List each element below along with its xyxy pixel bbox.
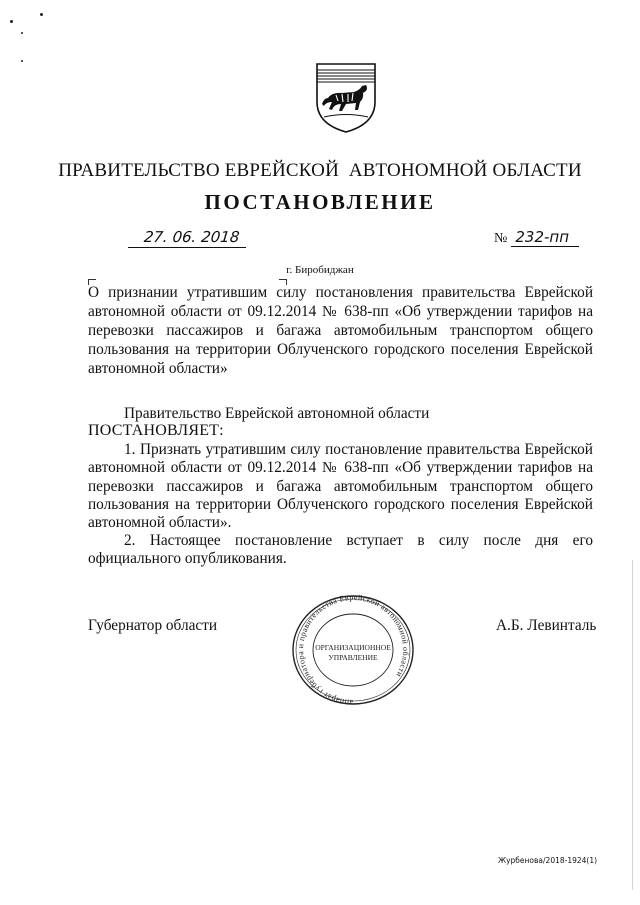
date-underline	[128, 247, 246, 248]
stamp-center-line-1: ОРГАНИЗАЦИОННОЕ	[315, 643, 391, 652]
scan-speck	[10, 20, 13, 23]
number-value: 232-пп	[511, 228, 579, 247]
government-title: ПРАВИТЕЛЬСТВО ЕВРЕЙСКОЙ АВТОНОМНОЙ ОБЛАСТИ	[58, 160, 582, 181]
official-stamp	[286, 592, 420, 712]
subject-text: О признании утратившим силу постановления правительства Еврейской автономной области от 09.12.2014 № 638-пп «Об утверждении тарифов на перевозки пассажиров и багажа автомобильным транспортом общего пользования на территории Облученского городского поселения Еврейской автономной области»	[88, 284, 593, 377]
tiger-emblem-icon	[314, 62, 378, 134]
scan-edge-line	[632, 560, 633, 890]
date-value: 27. 06. 2018	[143, 228, 241, 246]
number-prefix: №	[494, 231, 508, 246]
decree-word: ПОСТАНОВЛЯЕТ:	[88, 422, 224, 439]
scan-speck	[40, 13, 43, 16]
scan-speck	[21, 60, 23, 62]
document-type-heading: ПОСТАНОВЛЕНИЕ	[204, 190, 436, 214]
stamp-ring-text: аппарат губернатора и правительства Еврейской автономной области	[296, 592, 411, 708]
stamp-center-line-2: УПРАВЛЕНИЕ	[328, 653, 378, 662]
signatory-name: А.Б. Левинталь	[496, 617, 597, 634]
scan-speck	[21, 32, 23, 34]
signatory-role: Губернатор области	[88, 617, 218, 634]
round-stamp-icon	[286, 592, 420, 712]
document-date	[128, 228, 246, 248]
footer-code: Журбенова/2018-1924(1)	[498, 856, 598, 865]
preamble-text: Правительство Еврейской автономной области	[124, 405, 430, 422]
decree-item-2: 2. Настоящее постановление вступает в силу после дня его официального опубликования.	[88, 532, 593, 568]
coat-of-arms-emblem	[314, 62, 378, 134]
document-number	[494, 228, 586, 247]
city-label: г. Биробиджан	[286, 264, 354, 276]
decree-item-1: 1. Признать утратившим силу постановление правительства Еврейской автономной области от 09.12.2014 № 638-пп «Об утверждении тарифов на перевозки пассажиров и багажа автомобильным транспортом общего пользования на территории Облученского городского поселения Еврейской автономной области».	[88, 441, 593, 532]
